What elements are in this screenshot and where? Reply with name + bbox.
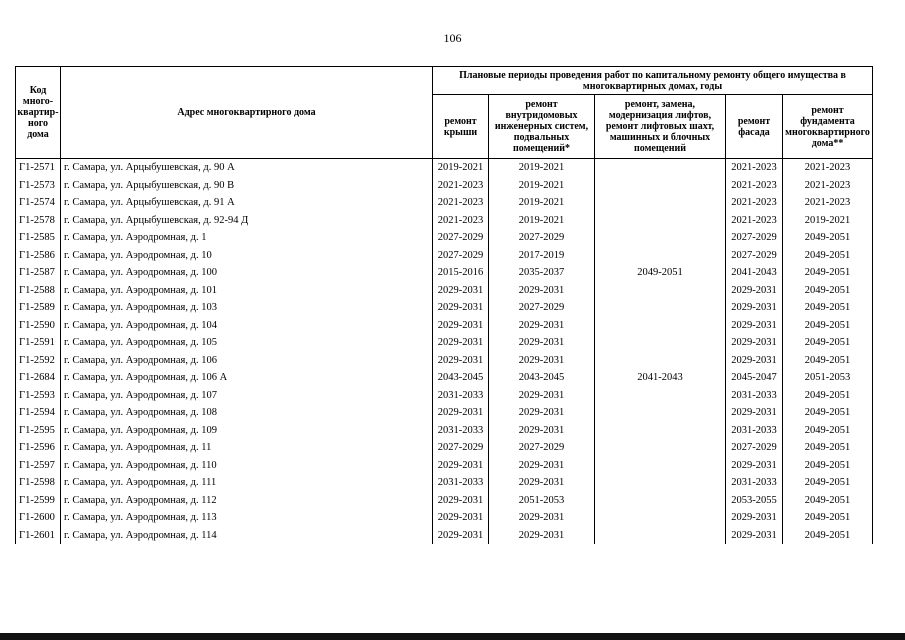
cell-lifts	[595, 474, 726, 492]
table-row	[16, 212, 873, 230]
cell-facade: 2031-2033	[726, 387, 783, 405]
cell-facade: 2027-2029	[726, 247, 783, 265]
cell-systems: 2019-2021	[489, 159, 595, 177]
cell-foundation: 2021-2023	[783, 177, 873, 195]
cell-code: Г1-2589	[16, 299, 61, 317]
cell-foundation: 2049-2051	[783, 457, 873, 475]
cell-address: г. Самара, ул. Аэродромная, д. 108	[61, 404, 433, 422]
cell-facade: 2053-2055	[726, 492, 783, 510]
cell-lifts	[595, 422, 726, 440]
cell-facade: 2029-2031	[726, 352, 783, 370]
header-foundation: ремонт фундамента многоквартирного дома**	[783, 95, 873, 159]
header-facade: ремонт фасада	[726, 95, 783, 159]
cell-roof: 2029-2031	[433, 352, 489, 370]
cell-address: г. Самара, ул. Аэродромная, д. 10	[61, 247, 433, 265]
cell-address: г. Самара, ул. Аэродромная, д. 111	[61, 474, 433, 492]
cell-code: Г1-2593	[16, 387, 61, 405]
table-row	[16, 334, 873, 352]
cell-systems: 2029-2031	[489, 282, 595, 300]
cell-code: Г1-2590	[16, 317, 61, 335]
cell-lifts	[595, 352, 726, 370]
cell-foundation: 2049-2051	[783, 334, 873, 352]
header-code: Код много-квартир-ного дома	[16, 67, 61, 159]
cell-address: г. Самара, ул. Аэродромная, д. 101	[61, 282, 433, 300]
cell-code: Г1-2574	[16, 194, 61, 212]
cell-lifts: 2041-2043	[595, 369, 726, 387]
cell-facade: 2029-2031	[726, 282, 783, 300]
cell-address: г. Самара, ул. Аэродромная, д. 100	[61, 264, 433, 282]
cell-facade: 2029-2031	[726, 457, 783, 475]
table-row	[16, 317, 873, 335]
cell-code: Г1-2595	[16, 422, 61, 440]
cell-systems: 2029-2031	[489, 422, 595, 440]
cell-foundation: 2021-2023	[783, 194, 873, 212]
cell-roof: 2019-2021	[433, 159, 489, 177]
cell-lifts	[595, 282, 726, 300]
cell-facade: 2027-2029	[726, 439, 783, 457]
table-row	[16, 474, 873, 492]
cell-systems: 2029-2031	[489, 387, 595, 405]
cell-code: Г1-2594	[16, 404, 61, 422]
cell-facade: 2031-2033	[726, 474, 783, 492]
cell-address: г. Самара, ул. Арцыбушевская, д. 90 А	[61, 159, 433, 177]
cell-foundation: 2051-2053	[783, 369, 873, 387]
cell-facade: 2027-2029	[726, 229, 783, 247]
table-row	[16, 247, 873, 265]
cell-systems: 2019-2021	[489, 212, 595, 230]
repair-schedule-table	[15, 66, 873, 544]
cell-address: г. Самара, ул. Арцыбушевская, д. 92-94 Д	[61, 212, 433, 230]
cell-systems: 2029-2031	[489, 352, 595, 370]
cell-lifts	[595, 492, 726, 510]
cell-systems: 2029-2031	[489, 509, 595, 527]
table-row	[16, 282, 873, 300]
cell-code: Г1-2599	[16, 492, 61, 510]
cell-roof: 2027-2029	[433, 439, 489, 457]
table-row	[16, 369, 873, 387]
table-row	[16, 457, 873, 475]
cell-address: г. Самара, ул. Арцыбушевская, д. 91 А	[61, 194, 433, 212]
cell-foundation: 2049-2051	[783, 404, 873, 422]
table-row	[16, 439, 873, 457]
cell-lifts	[595, 229, 726, 247]
table-row	[16, 492, 873, 510]
cell-code: Г1-2601	[16, 527, 61, 545]
cell-code: Г1-2578	[16, 212, 61, 230]
cell-roof: 2015-2016	[433, 264, 489, 282]
cell-lifts	[595, 404, 726, 422]
table-row	[16, 387, 873, 405]
cell-lifts	[595, 387, 726, 405]
header-lifts: ремонт, замена, модернизация лифтов, ремонт лифтовых шахт, машинных и блочных помещений	[595, 95, 726, 159]
table-row	[16, 509, 873, 527]
table-row	[16, 352, 873, 370]
cell-systems: 2029-2031	[489, 457, 595, 475]
cell-address: г. Самара, ул. Аэродромная, д. 107	[61, 387, 433, 405]
table-row	[16, 422, 873, 440]
cell-code: Г1-2591	[16, 334, 61, 352]
cell-systems: 2019-2021	[489, 177, 595, 195]
cell-lifts	[595, 334, 726, 352]
cell-foundation: 2049-2051	[783, 387, 873, 405]
cell-code: Г1-2596	[16, 439, 61, 457]
header-periods: Плановые периоды проведения работ по капитальному ремонту общего имущества в многоквартирных домах, годы	[433, 67, 873, 95]
cell-code: Г1-2588	[16, 282, 61, 300]
cell-code: Г1-2598	[16, 474, 61, 492]
cell-address: г. Самара, ул. Аэродромная, д. 103	[61, 299, 433, 317]
cell-systems: 2029-2031	[489, 474, 595, 492]
cell-address: г. Самара, ул. Аэродромная, д. 114	[61, 527, 433, 545]
cell-code: Г1-2684	[16, 369, 61, 387]
cell-lifts	[595, 457, 726, 475]
cell-systems: 2027-2029	[489, 439, 595, 457]
cell-code: Г1-2600	[16, 509, 61, 527]
cell-address: г. Самара, ул. Аэродромная, д. 11	[61, 439, 433, 457]
cell-address: г. Самара, ул. Аэродромная, д. 109	[61, 422, 433, 440]
cell-foundation: 2049-2051	[783, 317, 873, 335]
cell-facade: 2029-2031	[726, 509, 783, 527]
cell-lifts	[595, 509, 726, 527]
table-row	[16, 527, 873, 545]
cell-facade: 2029-2031	[726, 299, 783, 317]
cell-lifts	[595, 247, 726, 265]
table-row	[16, 404, 873, 422]
cell-lifts	[595, 527, 726, 545]
cell-lifts	[595, 159, 726, 177]
cell-roof: 2027-2029	[433, 229, 489, 247]
page-number: 106	[443, 31, 462, 45]
cell-systems: 2035-2037	[489, 264, 595, 282]
cell-roof: 2021-2023	[433, 212, 489, 230]
cell-roof: 2029-2031	[433, 492, 489, 510]
cell-foundation: 2049-2051	[783, 527, 873, 545]
cell-systems: 2051-2053	[489, 492, 595, 510]
cell-roof: 2029-2031	[433, 334, 489, 352]
cell-code: Г1-2592	[16, 352, 61, 370]
table-row	[16, 194, 873, 212]
cell-facade: 2021-2023	[726, 212, 783, 230]
table-body	[16, 159, 873, 545]
cell-systems: 2029-2031	[489, 334, 595, 352]
cell-facade: 2029-2031	[726, 527, 783, 545]
cell-roof: 2031-2033	[433, 422, 489, 440]
cell-lifts	[595, 299, 726, 317]
cell-systems: 2029-2031	[489, 404, 595, 422]
cell-code: Г1-2585	[16, 229, 61, 247]
table-row	[16, 299, 873, 317]
cell-roof: 2029-2031	[433, 527, 489, 545]
table-row	[16, 264, 873, 282]
cell-lifts: 2049-2051	[595, 264, 726, 282]
cell-roof: 2031-2033	[433, 387, 489, 405]
cell-foundation: 2049-2051	[783, 422, 873, 440]
cell-foundation: 2049-2051	[783, 439, 873, 457]
cell-address: г. Самара, ул. Аэродромная, д. 110	[61, 457, 433, 475]
cell-code: Г1-2573	[16, 177, 61, 195]
cell-facade: 2021-2023	[726, 177, 783, 195]
cell-systems: 2027-2029	[489, 299, 595, 317]
cell-roof: 2031-2033	[433, 474, 489, 492]
cell-address: г. Самара, ул. Аэродромная, д. 104	[61, 317, 433, 335]
cell-foundation: 2049-2051	[783, 229, 873, 247]
cell-roof: 2029-2031	[433, 509, 489, 527]
cell-systems: 2043-2045	[489, 369, 595, 387]
cell-facade: 2029-2031	[726, 404, 783, 422]
cell-roof: 2029-2031	[433, 299, 489, 317]
header-systems: ремонт внутридомовых инженерных систем, подвальных помещений*	[489, 95, 595, 159]
cell-lifts	[595, 439, 726, 457]
cell-roof: 2043-2045	[433, 369, 489, 387]
cell-roof: 2029-2031	[433, 457, 489, 475]
cell-foundation: 2021-2023	[783, 159, 873, 177]
cell-address: г. Самара, ул. Аэродромная, д. 105	[61, 334, 433, 352]
cell-address: г. Самара, ул. Аэродромная, д. 106	[61, 352, 433, 370]
cell-foundation: 2049-2051	[783, 264, 873, 282]
cell-foundation: 2049-2051	[783, 352, 873, 370]
cell-lifts	[595, 317, 726, 335]
cell-systems: 2029-2031	[489, 317, 595, 335]
cell-code: Г1-2586	[16, 247, 61, 265]
cell-foundation: 2049-2051	[783, 509, 873, 527]
cell-code: Г1-2587	[16, 264, 61, 282]
cell-facade: 2029-2031	[726, 317, 783, 335]
cell-foundation: 2049-2051	[783, 299, 873, 317]
cell-systems: 2027-2029	[489, 229, 595, 247]
table-row	[16, 229, 873, 247]
cell-lifts	[595, 212, 726, 230]
cell-code: Г1-2571	[16, 159, 61, 177]
cell-foundation: 2019-2021	[783, 212, 873, 230]
cell-systems: 2017-2019	[489, 247, 595, 265]
cell-facade: 2041-2043	[726, 264, 783, 282]
cell-facade: 2031-2033	[726, 422, 783, 440]
cell-roof: 2027-2029	[433, 247, 489, 265]
cell-foundation: 2049-2051	[783, 247, 873, 265]
cell-roof: 2029-2031	[433, 282, 489, 300]
table-row	[16, 159, 873, 177]
header-roof: ремонт крыши	[433, 95, 489, 159]
cell-address: г. Самара, ул. Аэродромная, д. 1	[61, 229, 433, 247]
cell-roof: 2021-2023	[433, 177, 489, 195]
cell-lifts	[595, 194, 726, 212]
cell-roof: 2029-2031	[433, 317, 489, 335]
cell-systems: 2029-2031	[489, 527, 595, 545]
header-address: Адрес многоквартирного дома	[61, 67, 433, 159]
cell-facade: 2021-2023	[726, 159, 783, 177]
cell-roof: 2021-2023	[433, 194, 489, 212]
cell-roof: 2029-2031	[433, 404, 489, 422]
cell-address: г. Самара, ул. Аэродромная, д. 106 А	[61, 369, 433, 387]
cell-foundation: 2049-2051	[783, 474, 873, 492]
cell-foundation: 2049-2051	[783, 282, 873, 300]
cell-code: Г1-2597	[16, 457, 61, 475]
cell-foundation: 2049-2051	[783, 492, 873, 510]
table-row	[16, 177, 873, 195]
cell-address: г. Самара, ул. Аэродромная, д. 113	[61, 509, 433, 527]
cell-facade: 2021-2023	[726, 194, 783, 212]
bottom-border	[0, 633, 905, 640]
cell-lifts	[595, 177, 726, 195]
cell-address: г. Самара, ул. Арцыбушевская, д. 90 В	[61, 177, 433, 195]
cell-address: г. Самара, ул. Аэродромная, д. 112	[61, 492, 433, 510]
cell-systems: 2019-2021	[489, 194, 595, 212]
cell-facade: 2029-2031	[726, 334, 783, 352]
cell-facade: 2045-2047	[726, 369, 783, 387]
